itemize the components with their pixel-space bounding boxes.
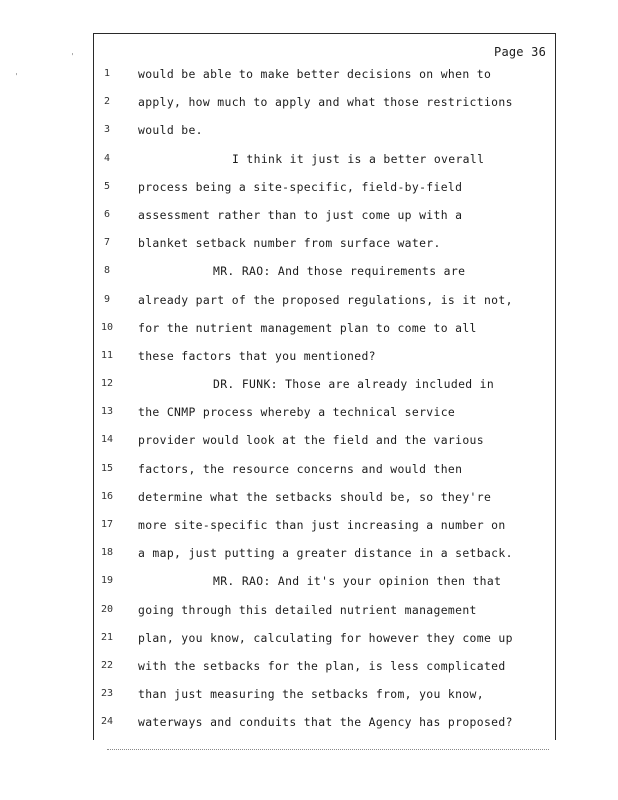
bottom-rule bbox=[107, 749, 549, 750]
line-text: the CNMP process whereby a technical service bbox=[138, 405, 456, 420]
line-text: assessment rather than to just come up with a bbox=[138, 207, 463, 222]
transcript-line bbox=[100, 201, 550, 229]
margin-mark: ' bbox=[70, 52, 75, 61]
transcript-line bbox=[100, 455, 550, 483]
line-text: would be able to make better decisions on when to bbox=[138, 67, 492, 81]
transcript-line bbox=[100, 652, 550, 680]
line-number: 1 bbox=[103, 68, 111, 79]
line-number: 12 bbox=[100, 378, 114, 390]
line-number: 22 bbox=[100, 659, 114, 671]
transcript-line bbox=[100, 596, 550, 624]
line-text: plan, you know, calculating for however they come up bbox=[138, 630, 513, 645]
transcript-line bbox=[100, 116, 550, 144]
line-text: factors, the resource concerns and would then bbox=[138, 461, 463, 476]
transcript-line bbox=[100, 342, 550, 370]
line-number: 7 bbox=[103, 237, 111, 249]
line-number: 10 bbox=[100, 321, 114, 333]
line-text: with the setbacks for the plan, is less complicated bbox=[138, 658, 506, 673]
transcript-line bbox=[100, 370, 550, 398]
transcript-line bbox=[100, 257, 550, 285]
line-text: for the nutrient management plan to come to all bbox=[138, 320, 477, 335]
line-number: 11 bbox=[100, 349, 114, 361]
line-number: 21 bbox=[100, 631, 114, 643]
line-number: 24 bbox=[100, 716, 114, 728]
margin-mark: ' bbox=[14, 72, 19, 81]
line-text: blanket setback number from surface water. bbox=[138, 236, 441, 251]
line-number: 18 bbox=[100, 547, 114, 559]
line-number: 3 bbox=[103, 124, 111, 136]
transcript-line bbox=[100, 173, 550, 201]
transcript-line bbox=[100, 539, 550, 567]
line-number: 15 bbox=[100, 462, 114, 474]
line-text: than just measuring the setbacks from, you know, bbox=[138, 687, 484, 702]
line-number: 8 bbox=[103, 265, 111, 277]
line-text: process being a site-specific, field-by-field bbox=[138, 179, 463, 194]
line-text: already part of the proposed regulations, is it not, bbox=[138, 292, 513, 307]
line-number: 17 bbox=[100, 519, 114, 530]
transcript-line bbox=[100, 624, 550, 652]
line-text: waterways and conduits that the Agency has proposed? bbox=[138, 715, 513, 730]
line-text: determine what the setbacks should be, so they're bbox=[138, 489, 492, 504]
page-number: Page 36 bbox=[494, 45, 546, 59]
transcript-line bbox=[100, 398, 550, 426]
line-text: these factors that you mentioned? bbox=[138, 348, 376, 363]
line-number: 13 bbox=[100, 406, 114, 418]
transcript-line bbox=[100, 60, 550, 88]
line-number: 5 bbox=[103, 180, 111, 192]
line-number: 23 bbox=[100, 688, 114, 700]
line-text: I think it just is a better overall bbox=[232, 151, 485, 166]
transcript-lines bbox=[100, 60, 550, 737]
line-text: MR. RAO: And those requirements are bbox=[213, 264, 466, 279]
transcript-line bbox=[100, 286, 550, 314]
line-number: 16 bbox=[100, 490, 114, 502]
line-text: apply, how much to apply and what those restrictions bbox=[138, 95, 513, 110]
transcript-line bbox=[100, 88, 550, 116]
line-number: 20 bbox=[100, 603, 114, 615]
line-number: 4 bbox=[103, 152, 111, 164]
transcript-line bbox=[100, 567, 550, 595]
line-text: would be. bbox=[138, 123, 203, 138]
line-text: DR. FUNK: Those are already included in bbox=[213, 377, 495, 392]
line-number: 14 bbox=[100, 434, 114, 446]
transcript-line bbox=[100, 229, 550, 257]
transcript-line bbox=[100, 708, 550, 736]
line-text: MR. RAO: And it's your opinion then that bbox=[213, 574, 502, 589]
transcript-line bbox=[100, 680, 550, 708]
line-number: 2 bbox=[103, 96, 111, 108]
line-text: going through this detailed nutrient management bbox=[138, 602, 477, 617]
transcript-line bbox=[100, 426, 550, 454]
transcript-line bbox=[100, 511, 550, 539]
line-number: 9 bbox=[103, 293, 111, 305]
transcript-line bbox=[100, 314, 550, 342]
transcript-line bbox=[100, 145, 550, 173]
line-text: a map, just putting a greater distance in a setback. bbox=[138, 546, 513, 561]
line-text: more site-specific than just increasing a number on bbox=[138, 518, 506, 532]
line-number: 19 bbox=[100, 575, 114, 587]
line-number: 6 bbox=[103, 208, 111, 220]
transcript-line bbox=[100, 483, 550, 511]
line-text: provider would look at the field and the various bbox=[138, 433, 484, 448]
